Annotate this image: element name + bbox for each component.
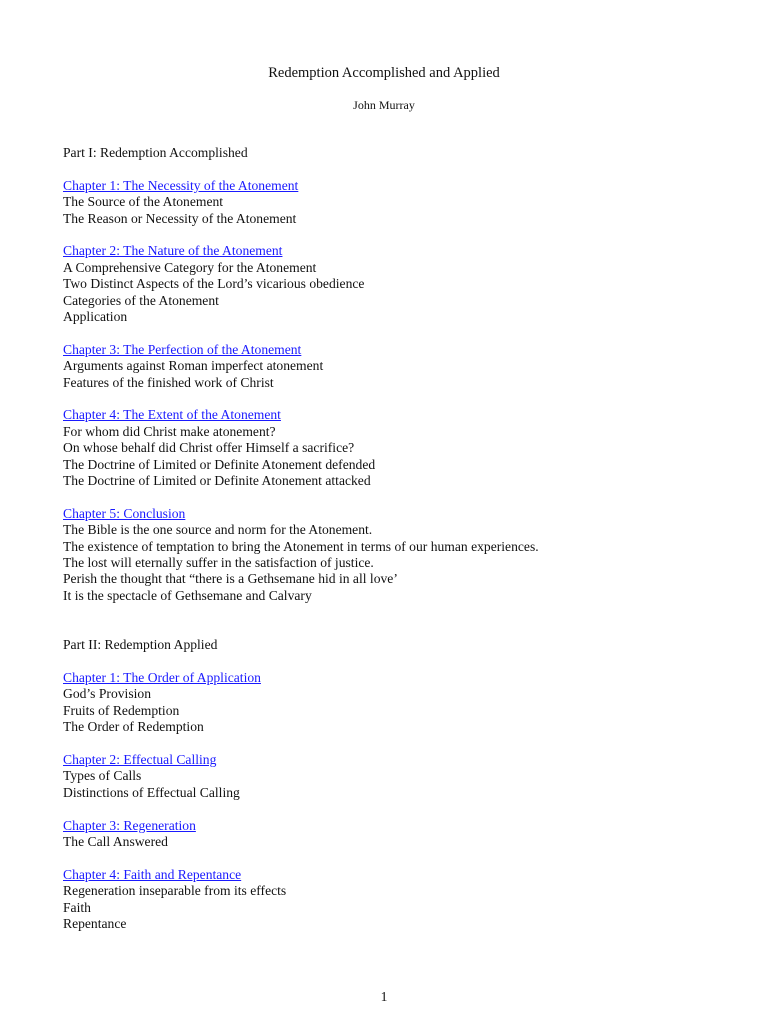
chapter-link[interactable]: Chapter 1: The Order of Application xyxy=(63,669,261,685)
chapter-link[interactable]: Chapter 4: Faith and Repentance xyxy=(63,866,242,882)
list-item: The lost will eternally suffer in the satisfaction of justice. xyxy=(63,555,374,571)
chapter-link[interactable]: Chapter 2: The Nature of the Atonement xyxy=(63,243,283,259)
list-item: Arguments against Roman imperfect atonement xyxy=(63,358,324,374)
chapter-link[interactable]: Chapter 4: The Extent of the Atonement xyxy=(63,407,281,423)
list-item: Faith xyxy=(63,899,91,915)
list-item: The Doctrine of Limited or Definite Atonement defended xyxy=(63,456,376,472)
list-item: The Call Answered xyxy=(63,833,168,849)
list-item: Features of the finished work of Christ xyxy=(63,374,274,390)
chapter-link[interactable]: Chapter 2: Effectual Calling xyxy=(63,751,217,767)
part-heading: Part II: Redemption Applied xyxy=(63,637,218,653)
list-item: Repentance xyxy=(63,915,127,931)
chapter-link[interactable]: Chapter 5: Conclusion xyxy=(63,505,186,521)
chapter-link[interactable]: Chapter 1: The Necessity of the Atonement xyxy=(63,177,299,193)
list-item: The Bible is the one source and norm for the Atonement. xyxy=(63,522,373,538)
list-item: Regeneration inseparable from its effects xyxy=(63,883,287,899)
list-item: Fruits of Redemption xyxy=(63,702,180,718)
list-item: God’s Provision xyxy=(63,686,151,702)
chapter-link[interactable]: Chapter 3: Regeneration xyxy=(63,817,196,833)
chapter-link[interactable]: Chapter 3: The Perfection of the Atonement xyxy=(63,341,302,357)
document-title: Redemption Accomplished and Applied xyxy=(268,65,500,81)
list-item: It is the spectacle of Gethsemane and Calvary xyxy=(63,587,312,603)
list-item: The Doctrine of Limited or Definite Atonement attacked xyxy=(63,473,371,489)
list-item: Types of Calls xyxy=(63,768,142,784)
list-item: The Order of Redemption xyxy=(63,719,204,735)
list-item: Perish the thought that “there is a Gethsemane hid in all love’ xyxy=(63,571,398,587)
page-number: 1 xyxy=(380,989,388,1004)
list-item: The Source of the Atonement xyxy=(63,194,224,210)
list-item: The existence of temptation to bring the Atonement in terms of our human experiences. xyxy=(63,538,539,554)
table-of-contents xyxy=(63,145,743,932)
list-item: Application xyxy=(63,309,128,325)
part-heading: Part I: Redemption Accomplished xyxy=(63,145,248,160)
list-item: For whom did Christ make atonement? xyxy=(63,423,276,439)
list-item: Distinctions of Effectual Calling xyxy=(63,784,240,800)
list-item: The Reason or Necessity of the Atonement xyxy=(63,210,297,226)
list-item: A Comprehensive Category for the Atonement xyxy=(63,259,317,275)
list-item: Two Distinct Aspects of the Lord’s vicarious obedience xyxy=(63,276,365,292)
document-author: John Murray xyxy=(353,98,415,112)
list-item: Categories of the Atonement xyxy=(63,292,219,308)
list-item: On whose behalf did Christ offer Himself a sacrifice? xyxy=(63,440,355,456)
